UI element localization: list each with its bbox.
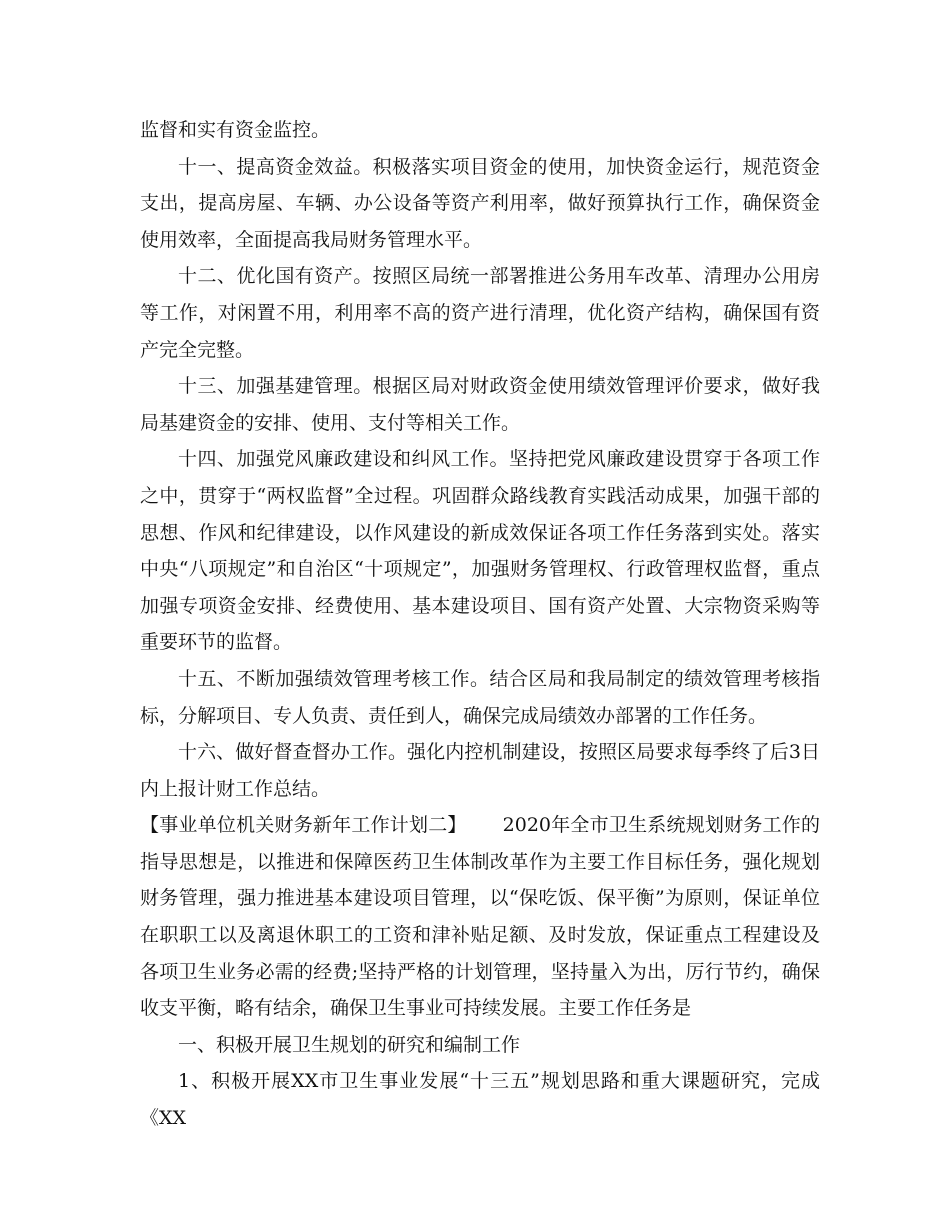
paragraph-task-heading: 一、积极开展卫生规划的研究和编制工作 [178,1033,521,1056]
paragraph-task-1: 1、积极开展XX市卫生事业发展“十三五”规划思路和重大课题研究，完成《XX [140,1070,820,1130]
paragraph-item-12: 十二、优化国有资产。按照区局统一部署推进公务用车改革、清理办公用房等工作，对闲置不用，利用率不高的资产进行清理，优化资产结构，确保国有资产完全完整。 [140,265,820,361]
paragraph-item-11: 十一、提高资金效益。积极落实项目资金的使用，加快资金运行，规范资金支出，提高房屋、车辆、办公设备等资产利用率，做好预算执行工作，确保资金使用效率，全面提高我局财务管理水平。 [140,155,820,251]
section-paragraph [140,807,820,1027]
paragraph-item-13: 十三、加强基建管理。根据区局对财政资金使用绩效管理评价要求，做好我局基建资金的安排、使用、支付等相关工作。 [140,375,820,434]
paragraph-continuation: 监督和实有资金监控。 [140,119,331,141]
paragraph-item-14: 十四、加强党风廉政建设和纠风工作。坚持把党风廉政建设贯穿于各项工作之中，贯穿于“两权监督”全过程。巩固群众路线教育实践活动成果，加强干部的思想、作风和纪律建设，以作风建设的新成效保证各项工作任务落到实处。落实中央“八项规定”和自治区“十项规定”，加强财务管理权、行政管理权监督，重点加强专项资金安排、经费使用、基本建设项目、国有资产处置、大宗物资采购等重要环节的监督。 [140,448,820,654]
paragraph-item-15: 十五、不断加强绩效管理考核工作。结合区局和我局制定的绩效管理考核指标，分解项目、专人负责、责任到人，确保完成局绩效办部署的工作任务。 [140,667,820,727]
section-heading: 【事业单位机关财务新年工作计划二】 [140,814,467,837]
section-intro-text: 2020年全市卫生系统规划财务工作的指导思想是，以推进和保障医药卫生体制改革作为主要工作目标任务，强化规划财务管理，强力推进基本建设项目管理，以“保吃饭、保平衡”为原则，保证单位在职职工以及离退休职工的工资和津补贴足额、及时发放，保证重点工程建设及各项卫生业务必需的经费;坚持严格的计划管理，坚持量入为出，厉行节约，确保收支平衡，略有结余，确保卫生事业可持续发展。主要工作任务是 [140,814,820,1020]
document-body [140,112,820,1137]
paragraph-item-16: 十六、做好督查督办工作。强化内控机制建设，按照区局要求每季终了后3日内上报计财工作总结。 [140,741,820,800]
